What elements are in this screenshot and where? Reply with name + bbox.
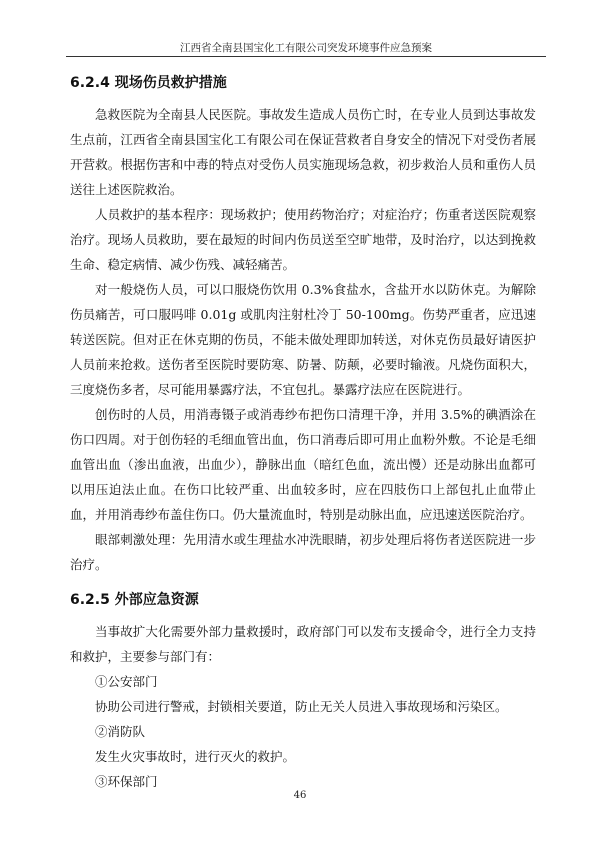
paragraph: 对一般烧伤人员，可以口服烧伤饮用 0.3%食盐水，含盐开水以防休克。为解除伤员痛苦，可口服吗啡 0.01g 或肌肉注射杜冷丁 50-100mg。伤势严重者，应迅速转送医院。但对正在休克期的伤员，不能未做处理即加转送，对休克伤员最好请医护人员前来抢救。送伤者至医院时要防寒、防暑、防颠，必要时输液。凡烧伤面积大，三度烧伤多者，尽可能用暴露疗法，不宜包扎。暴露疗法应在医院进行。 bbox=[70, 282, 536, 397]
list-item: ②消防队 bbox=[95, 724, 146, 739]
list-item: ③环保部门 bbox=[95, 774, 158, 789]
section-heading: 6.2.4 现场伤员救护措施 bbox=[70, 75, 227, 91]
page-number: 46 bbox=[293, 790, 307, 801]
paragraph: 急救医院为全南县人民医院。事故发生造成人员伤亡时，在专业人员到达事故发生点前，江西省全南县国宝化工有限公司在保证营救者自身安全的情况下对受伤者展开营救。根据伤害和中毒的特点对受伤人员实施现场急救，初步救治人员和重伤人员送往上述医院救治。 bbox=[70, 107, 536, 197]
paragraph: 当事故扩大化需要外部力量救援时，政府部门可以发布支援命令，进行全力支持和救护，主要参与部门有： bbox=[70, 624, 536, 664]
list-item: ①公安部门 bbox=[95, 674, 158, 689]
paragraph: 协助公司进行警戒，封锁相关要道，防止无关人员进入事故现场和污染区。 bbox=[95, 699, 508, 714]
section-6-2-4 bbox=[70, 72, 536, 577]
paragraph: 人员救护的基本程序：现场救护；使用药物治疗；对症治疗；伤重者送医院观察治疗。现场人员救助，要在最短的时间内伤员送至空旷地带，及时治疗，以达到挽救生命、稳定病情、减少伤残、减轻痛苦。 bbox=[70, 207, 536, 272]
document-body bbox=[70, 62, 536, 794]
paragraph: 眼部刺激处理：先用清水或生理盐水冲洗眼睛，初步处理后将伤者送医院进一步治疗。 bbox=[70, 532, 536, 572]
section-heading: 6.2.5 外部应急资源 bbox=[70, 592, 199, 608]
section-6-2-5 bbox=[70, 589, 536, 794]
page-header: 江西省全南县国宝化工有限公司突发环境事件应急预案 bbox=[180, 42, 432, 54]
header-divider bbox=[66, 56, 546, 57]
paragraph: 创伤时的人员，用消毒镊子或消毒纱布把伤口清理干净，并用 3.5%的碘酒涂在伤口四周。对于创伤轻的毛细血管出血，伤口消毒后即可用止血粉外敷。不论是毛细血管出血（渗出血液，出血少），静脉出血（暗红色血，流出慢）还是动脉出血都可以用压迫法止血。在伤口比较严重、出血较多时，应在四肢伤口上部包扎止血带止血，并用消毒纱布盖住伤口。仍大量流血时，特别是动脉出血，应迅速送医院治疗。 bbox=[70, 407, 536, 522]
paragraph: 发生火灾事故时，进行灭火的救护。 bbox=[95, 749, 296, 764]
